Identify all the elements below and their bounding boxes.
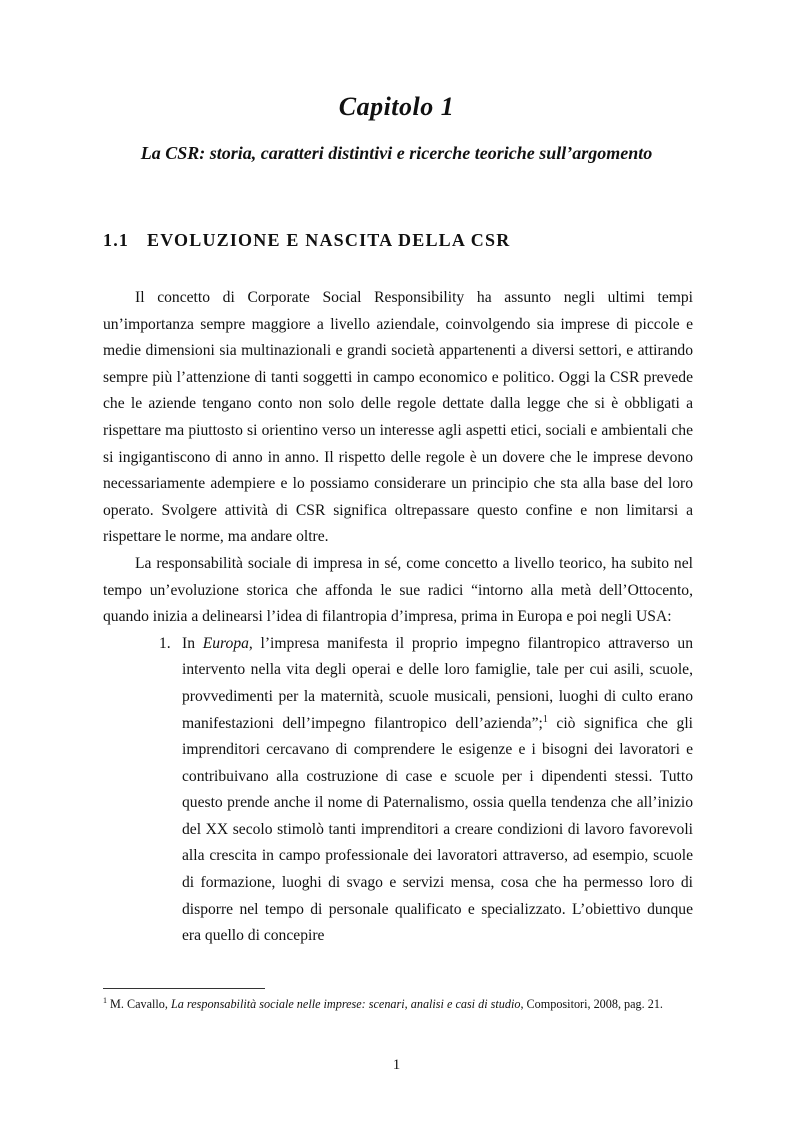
body-text [103, 285, 693, 950]
footnote-divider [103, 988, 265, 989]
list-item [103, 631, 693, 950]
list-item-prefix: In [182, 634, 195, 652]
numbered-list [103, 631, 693, 950]
section-title: EVOLUZIONE E NASCITA DELLA CSR [147, 230, 511, 250]
paragraph: La responsabilità sociale di impresa in sé, come concetto a livello teorico, ha subito nel tempo un’evoluzione storica che affonda le sue radici “intorno alla metà dell’Ottocento, quando inizia a delinearsi l’idea di filantropia d’impresa, prima in Europa e poi negli USA: [103, 554, 693, 626]
footnote-reference[interactable]: 1 [542, 713, 548, 725]
list-item-marker: 1. [159, 634, 171, 652]
footnote-details: , Compositori, 2008, pag. 21. [520, 997, 663, 1011]
section-number: 1.1 [103, 230, 130, 250]
list-item-text-continued: ciò significa che gli imprenditori cercavano di comprendere le esigenze e i bisogni dei lavoratori e contribuivano alla costruzione di case e scuole per i dipendenti stessi. Tutto questo prende anche il nome di Paternalismo, ossia quella tendenza che all’inizio del XX secolo stimolò tanti imprenditori a creare condizioni di lavoro favorevoli alla crescita in campo professionale dei lavoratori attraverso, ad esempio, scuole di formazione, luoghi di svago e servizi mensa, cosa che ha permesso loro di disporre nel tempo di personale qualificato e specializzato. L’obiettivo dunque era quello di concepire [182, 714, 693, 945]
section-heading [103, 230, 510, 251]
footnote-mark: 1 [103, 995, 107, 1005]
paragraph: Il concetto di Corporate Social Responsibility ha assunto negli ultimi tempi un’importanza sempre maggiore a livello aziendale, coinvolgendo sia imprese di piccole e medie dimensioni sia multinazionali e grandi società appartenenti a diversi settori, e attirando sempre più l’attenzione di tanti soggetti in campo economico e politico. Oggi la CSR prevede che le aziende tengano conto non solo delle regole dettate dalla legge che si è obbligati a rispettare ma piuttosto si orientino verso un interesse agli aspetti etici, sociali e ambientali che si ingigantiscono di anno in anno. Il rispetto delle regole è un dovere che le imprese devono necessariamente adempiere e lo possiamo considerare un principio che sta alla base del loro operato. Svolgere attività di CSR significa oltrepassare questo confine e non limitarsi a rispettare le norme, ma andare oltre. [103, 289, 693, 546]
chapter-subtitle: La CSR: storia, caratteri distintivi e ricerche teoriche sull’argomento [140, 143, 653, 163]
chapter-title: Capitolo 1 [338, 92, 455, 121]
list-item-text: , l’impresa manifesta il proprio impegno filantropico attraverso un intervento nella vita degli operai e delle loro famiglie, tale per cui asili, scuole, provvedimenti per la maternità, scuole musicali, pensioni, luoghi di culto erano manifestazioni dell’impegno filantropico dell’azienda”; [182, 634, 693, 732]
footnote-book-title: La responsabilità sociale nelle imprese: scenari, analisi e casi di studio [170, 997, 521, 1011]
footnote [103, 996, 693, 1012]
list-item-emphasis: Europa [202, 634, 249, 652]
page-number: 1 [392, 1057, 401, 1073]
footnote-author: M. Cavallo, [110, 997, 168, 1011]
